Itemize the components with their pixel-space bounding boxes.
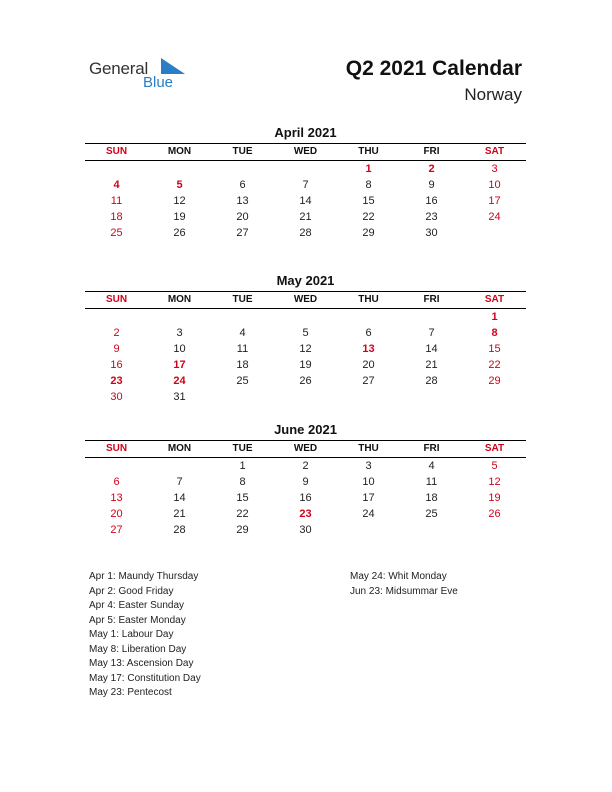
day-cell: 1 (491, 311, 498, 323)
weekday-label: SAT (484, 294, 505, 305)
day-grid (85, 161, 526, 241)
day-cell: 14 (425, 343, 438, 355)
day-cell (463, 522, 526, 538)
day-cell: 3 (365, 460, 372, 472)
week-row (85, 325, 526, 341)
day-cell: 13 (110, 492, 123, 504)
day-cell: 5 (176, 179, 183, 191)
weekday-label: SUN (105, 146, 128, 157)
weekday-label: TUE (232, 443, 253, 454)
day-cell: 24 (488, 211, 501, 223)
day-cell: 15 (236, 492, 249, 504)
day-cell: 9 (302, 476, 309, 488)
day-cell: 8 (239, 476, 246, 488)
week-row (85, 373, 526, 389)
day-cell: 17 (173, 359, 186, 371)
day-cell (148, 458, 211, 474)
day-cell: 16 (299, 492, 312, 504)
day-cell: 21 (425, 359, 438, 371)
day-cell: 6 (365, 327, 372, 339)
weekday-label: WED (293, 146, 318, 157)
week-row (85, 209, 526, 225)
holiday-item: May 17: Constitution Day (89, 672, 201, 684)
day-cell: 6 (113, 476, 120, 488)
logo (89, 56, 189, 92)
weekday-label: SAT (484, 146, 505, 157)
weekday-label: WED (293, 294, 318, 305)
week-row (85, 474, 526, 490)
day-cell: 27 (110, 524, 123, 536)
holiday-list-column-1 (89, 570, 201, 701)
day-cell: 22 (362, 211, 375, 223)
day-cell: 1 (365, 163, 372, 175)
day-cell: 2 (428, 163, 435, 175)
day-cell: 19 (488, 492, 501, 504)
day-cell: 6 (239, 179, 246, 191)
day-cell (274, 161, 337, 177)
day-cell: 22 (488, 359, 501, 371)
day-cell: 10 (173, 343, 186, 355)
day-cell: 23 (299, 508, 312, 520)
day-cell: 11 (425, 476, 438, 488)
holiday-item: May 23: Pentecost (89, 687, 172, 698)
weekday-label: WED (293, 443, 318, 454)
holiday-item: Jun 23: Midsummar Eve (350, 585, 458, 597)
day-cell: 24 (362, 508, 375, 520)
day-cell: 7 (302, 179, 309, 191)
day-cell: 5 (302, 327, 309, 339)
day-cell: 4 (113, 179, 120, 191)
weekday-label: MON (167, 146, 192, 157)
weekday-label: THU (358, 294, 379, 305)
day-grid (85, 458, 526, 538)
week-row (85, 225, 526, 241)
weekday-label: FRI (423, 146, 440, 157)
weekday-header (85, 291, 526, 309)
day-cell (85, 161, 148, 177)
day-cell: 23 (110, 375, 123, 387)
holiday-list-column-2 (350, 570, 458, 599)
day-cell (337, 309, 400, 325)
day-cell: 11 (110, 195, 123, 207)
day-cell: 18 (236, 359, 249, 371)
weekday-header (85, 440, 526, 458)
weekday-header (85, 143, 526, 161)
day-cell: 27 (362, 375, 375, 387)
week-row (85, 506, 526, 522)
weekday-label: THU (358, 146, 379, 157)
day-cell: 19 (173, 211, 186, 223)
day-cell (400, 309, 463, 325)
day-cell: 25 (236, 375, 249, 387)
week-row (85, 490, 526, 506)
logo-blue-text: Blue (143, 74, 174, 91)
day-cell (274, 389, 337, 405)
week-row (85, 341, 526, 357)
holiday-item: May 24: Whit Monday (350, 571, 447, 582)
day-cell: 16 (110, 359, 123, 371)
day-cell: 20 (110, 508, 123, 520)
day-cell (337, 522, 400, 538)
day-cell: 12 (299, 343, 312, 355)
day-cell: 30 (425, 227, 438, 239)
day-cell: 29 (488, 375, 501, 387)
day-cell: 7 (428, 327, 435, 339)
day-cell: 10 (488, 179, 501, 191)
holiday-item: Apr 5: Easter Monday (89, 614, 186, 626)
holiday-item: Apr 1: Maundy Thursday (89, 571, 199, 582)
weekday-label: MON (167, 294, 192, 305)
day-cell (211, 309, 274, 325)
weekday-label: FRI (423, 443, 440, 454)
day-cell: 17 (362, 492, 375, 504)
day-cell: 19 (299, 359, 312, 371)
month-may (85, 273, 526, 405)
day-cell (211, 389, 274, 405)
day-cell: 1 (239, 460, 246, 472)
day-cell: 18 (110, 211, 123, 223)
holiday-item: Apr 2: Good Friday (89, 585, 174, 597)
day-cell: 12 (488, 476, 501, 488)
weekday-label: THU (358, 443, 379, 454)
day-cell: 28 (299, 227, 312, 239)
day-cell: 10 (362, 476, 375, 488)
day-cell: 14 (173, 492, 186, 504)
weekday-label: TUE (232, 146, 253, 157)
day-cell: 5 (491, 460, 498, 472)
country-name: Norway (464, 85, 522, 104)
day-cell: 25 (110, 227, 123, 239)
day-cell: 17 (488, 195, 501, 207)
day-cell: 7 (176, 476, 183, 488)
day-cell (85, 458, 148, 474)
day-cell: 3 (491, 163, 498, 175)
month-title: April 2021 (274, 125, 337, 140)
day-cell: 20 (236, 211, 249, 223)
day-cell: 28 (425, 375, 438, 387)
day-cell (463, 225, 526, 241)
day-cell: 11 (236, 343, 249, 355)
day-cell: 31 (173, 391, 186, 403)
day-cell (148, 161, 211, 177)
day-cell: 21 (299, 211, 312, 223)
logo-triangle-icon (159, 58, 185, 74)
weekday-label: SAT (484, 443, 505, 454)
day-cell: 24 (173, 375, 186, 387)
day-cell: 29 (362, 227, 375, 239)
holiday-item: May 13: Ascension Day (89, 658, 194, 669)
day-cell: 23 (425, 211, 438, 223)
day-cell: 3 (176, 327, 183, 339)
day-cell: 12 (173, 195, 186, 207)
day-cell: 28 (173, 524, 186, 536)
day-cell: 30 (110, 391, 123, 403)
day-cell: 9 (113, 343, 120, 355)
week-row (85, 522, 526, 538)
weekday-label: SUN (105, 443, 128, 454)
day-cell: 29 (236, 524, 249, 536)
day-cell: 8 (491, 327, 498, 339)
page-title: Q2 2021 Calendar (345, 57, 522, 80)
holiday-item: May 8: Liberation Day (89, 643, 187, 655)
day-cell: 22 (236, 508, 249, 520)
day-cell: 30 (299, 524, 312, 536)
day-cell (85, 309, 148, 325)
week-row (85, 389, 526, 405)
day-cell: 26 (488, 508, 501, 520)
day-cell (274, 309, 337, 325)
day-cell: 26 (173, 227, 186, 239)
day-cell: 9 (428, 179, 435, 191)
weekday-label: MON (167, 443, 192, 454)
day-grid (85, 309, 526, 405)
holiday-item: May 1: Labour Day (89, 629, 174, 640)
month-april (85, 125, 526, 241)
day-cell: 18 (425, 492, 438, 504)
week-row (85, 193, 526, 209)
day-cell: 16 (425, 195, 438, 207)
month-title: June 2021 (274, 422, 337, 437)
week-row (85, 177, 526, 193)
day-cell (148, 309, 211, 325)
day-cell: 21 (173, 508, 186, 520)
holiday-item: Apr 4: Easter Sunday (89, 600, 185, 611)
day-cell: 26 (299, 375, 312, 387)
day-cell: 2 (302, 460, 309, 472)
day-cell: 14 (299, 195, 312, 207)
day-cell: 13 (362, 343, 375, 355)
logo-general-text: General (89, 59, 149, 78)
month-title: May 2021 (276, 273, 335, 288)
week-row (85, 357, 526, 373)
day-cell: 15 (488, 343, 501, 355)
week-row (85, 161, 526, 177)
weekday-label: FRI (423, 294, 440, 305)
day-cell: 4 (239, 327, 246, 339)
day-cell (400, 522, 463, 538)
day-cell: 15 (362, 195, 375, 207)
day-cell: 25 (425, 508, 438, 520)
weekday-label: SUN (105, 294, 128, 305)
week-row (85, 309, 526, 325)
day-cell (400, 389, 463, 405)
day-cell: 2 (113, 327, 120, 339)
day-cell (337, 389, 400, 405)
week-row (85, 458, 526, 474)
day-cell: 20 (362, 359, 375, 371)
weekday-label: TUE (232, 294, 253, 305)
day-cell: 4 (428, 460, 435, 472)
month-june (85, 422, 526, 538)
day-cell (463, 389, 526, 405)
day-cell: 27 (236, 227, 249, 239)
day-cell: 8 (365, 179, 372, 191)
day-cell (211, 161, 274, 177)
day-cell: 13 (236, 195, 249, 207)
